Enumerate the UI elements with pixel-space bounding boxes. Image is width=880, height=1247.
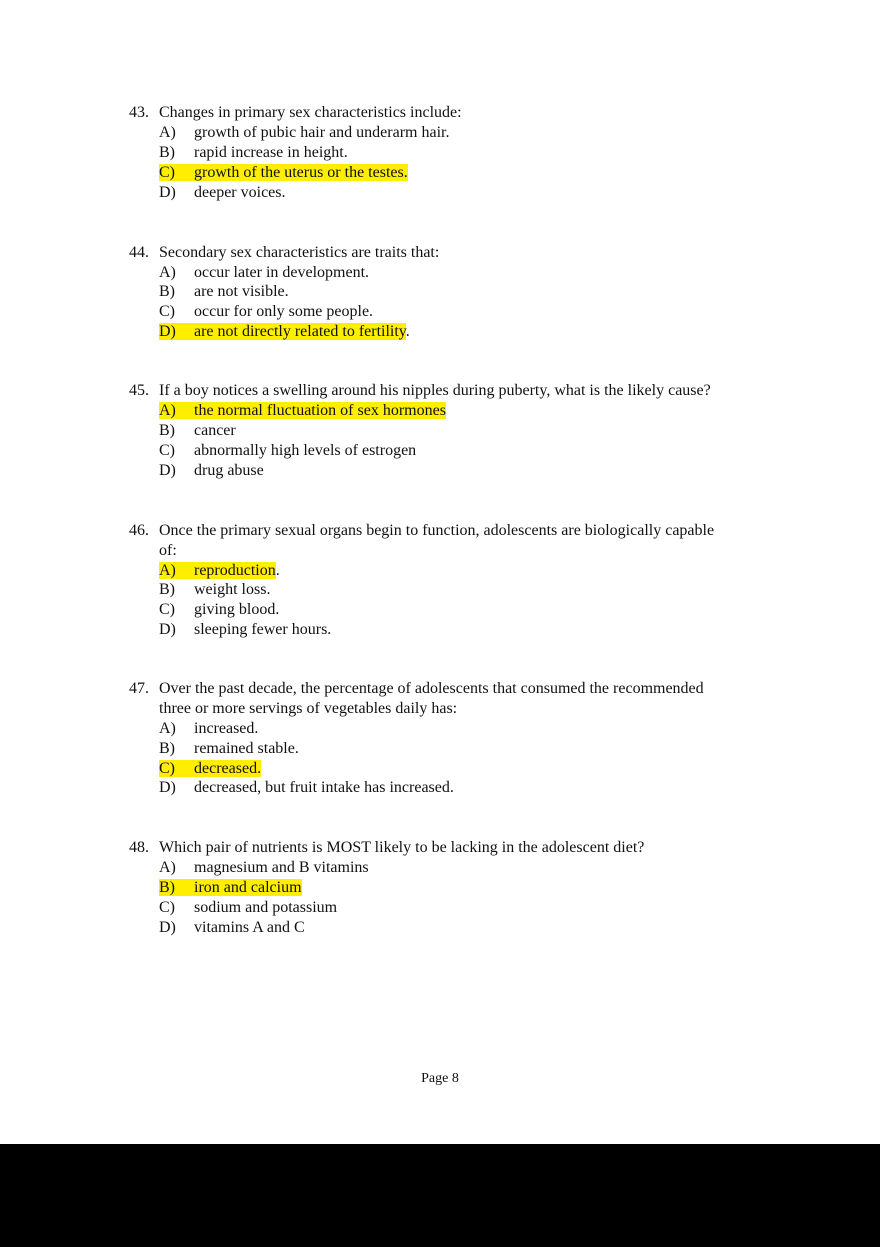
option-c-correct [159,759,261,779]
option-letter: C) [159,442,175,459]
option-text: decreased, but fruit intake has increased. [194,779,454,796]
option-text: remained stable. [194,740,299,757]
option-letter: C) [159,164,175,181]
option-letter: D) [159,184,176,201]
question-number: 47. [129,680,149,697]
option-text: sleeping fewer hours. [194,621,332,638]
question-text: Over the past decade, the percentage of adolescents that consumed the recommended [159,680,704,697]
option-text: occur later in development. [194,264,370,281]
option-letter: A) [159,124,176,141]
question-text: Secondary sex characteristics are traits that: [159,244,440,261]
option-a-correct [159,401,446,421]
option-text: iron and calcium [194,879,302,896]
option-d [159,778,454,798]
option-letter: C) [159,303,175,320]
option-c [159,441,416,461]
option-letter: C) [159,899,175,916]
option-text: rapid increase in height. [194,144,348,161]
option-text: occur for only some people. [194,303,374,320]
option-letter: D) [159,919,176,936]
option-c [159,600,279,620]
option-text: reproduction [194,562,276,579]
option-letter: A) [159,402,176,419]
option-text: magnesium and B vitamins [194,859,369,876]
option-letter: A) [159,720,176,737]
option-b [159,143,348,163]
option-letter: B) [159,422,175,439]
option-d [159,461,264,481]
option-letter: D) [159,462,176,479]
answer-highlight [159,323,406,340]
option-text: drug abuse [194,462,264,479]
answer-highlight [159,760,261,777]
option-text: cancer [194,422,236,439]
option-text: weight loss. [194,581,271,598]
option-letter: C) [159,760,175,777]
question-text: If a boy notices a swelling around his nipples during puberty, what is the likely cause? [159,382,711,399]
question-number: 44. [129,244,149,261]
option-c [159,302,373,322]
answer-highlight [159,879,302,896]
option-b [159,739,299,759]
option-b [159,282,289,302]
option-letter: A) [159,264,176,281]
option-text: vitamins A and C [194,919,305,936]
option-text: are not directly related to fertility [194,323,406,340]
option-b [159,421,236,441]
option-trailing-punct: . [275,562,280,579]
option-letter: C) [159,601,175,618]
option-a [159,719,258,739]
option-text: decreased. [194,760,262,777]
option-letter: A) [159,562,176,579]
option-letter: D) [159,621,176,638]
option-text: the normal fluctuation of sex hormones [194,402,446,419]
option-text: giving blood. [194,601,280,618]
answer-highlight [159,164,408,181]
option-letter: D) [159,323,176,340]
option-b [159,580,270,600]
option-text: are not visible. [194,283,289,300]
option-d-correct [159,322,410,342]
answer-highlight [159,402,446,419]
option-text: growth of pubic hair and underarm hair. [194,124,450,141]
option-letter: B) [159,283,175,300]
question-number: 48. [129,839,149,856]
option-b-correct [159,878,302,898]
option-text: sodium and potassium [194,899,338,916]
question-number: 43. [129,104,149,121]
question-text: Which pair of nutrients is MOST likely to be lacking in the adolescent diet? [159,839,645,856]
answer-highlight [159,562,276,579]
option-text: growth of the uterus or the testes. [194,164,408,181]
option-letter: D) [159,779,176,796]
option-c [159,898,337,918]
option-a-correct [159,561,280,581]
option-a [159,858,369,878]
option-text: increased. [194,720,259,737]
option-text: abnormally high levels of estrogen [194,442,417,459]
option-text: deeper voices. [194,184,286,201]
option-letter: B) [159,581,175,598]
option-d [159,918,305,938]
option-trailing-punct: . [405,323,410,340]
question-text: Once the primary sexual organs begin to function, adolescents are biologically capable [159,522,715,539]
question-text-continued: three or more servings of vegetables daily has: [159,700,458,717]
question-text: Changes in primary sex characteristics include: [159,104,462,121]
option-letter: B) [159,879,175,896]
option-letter: B) [159,144,175,161]
option-letter: A) [159,859,176,876]
question-text-continued: of: [159,542,177,559]
option-d [159,183,286,203]
question-number: 45. [129,382,149,399]
question-number: 46. [129,522,149,539]
page-number: Page 8 [421,1071,459,1086]
option-d [159,620,331,640]
option-a [159,123,449,143]
option-a [159,263,369,283]
viewer-background [0,1144,880,1247]
option-c-correct [159,163,408,183]
option-letter: B) [159,740,175,757]
